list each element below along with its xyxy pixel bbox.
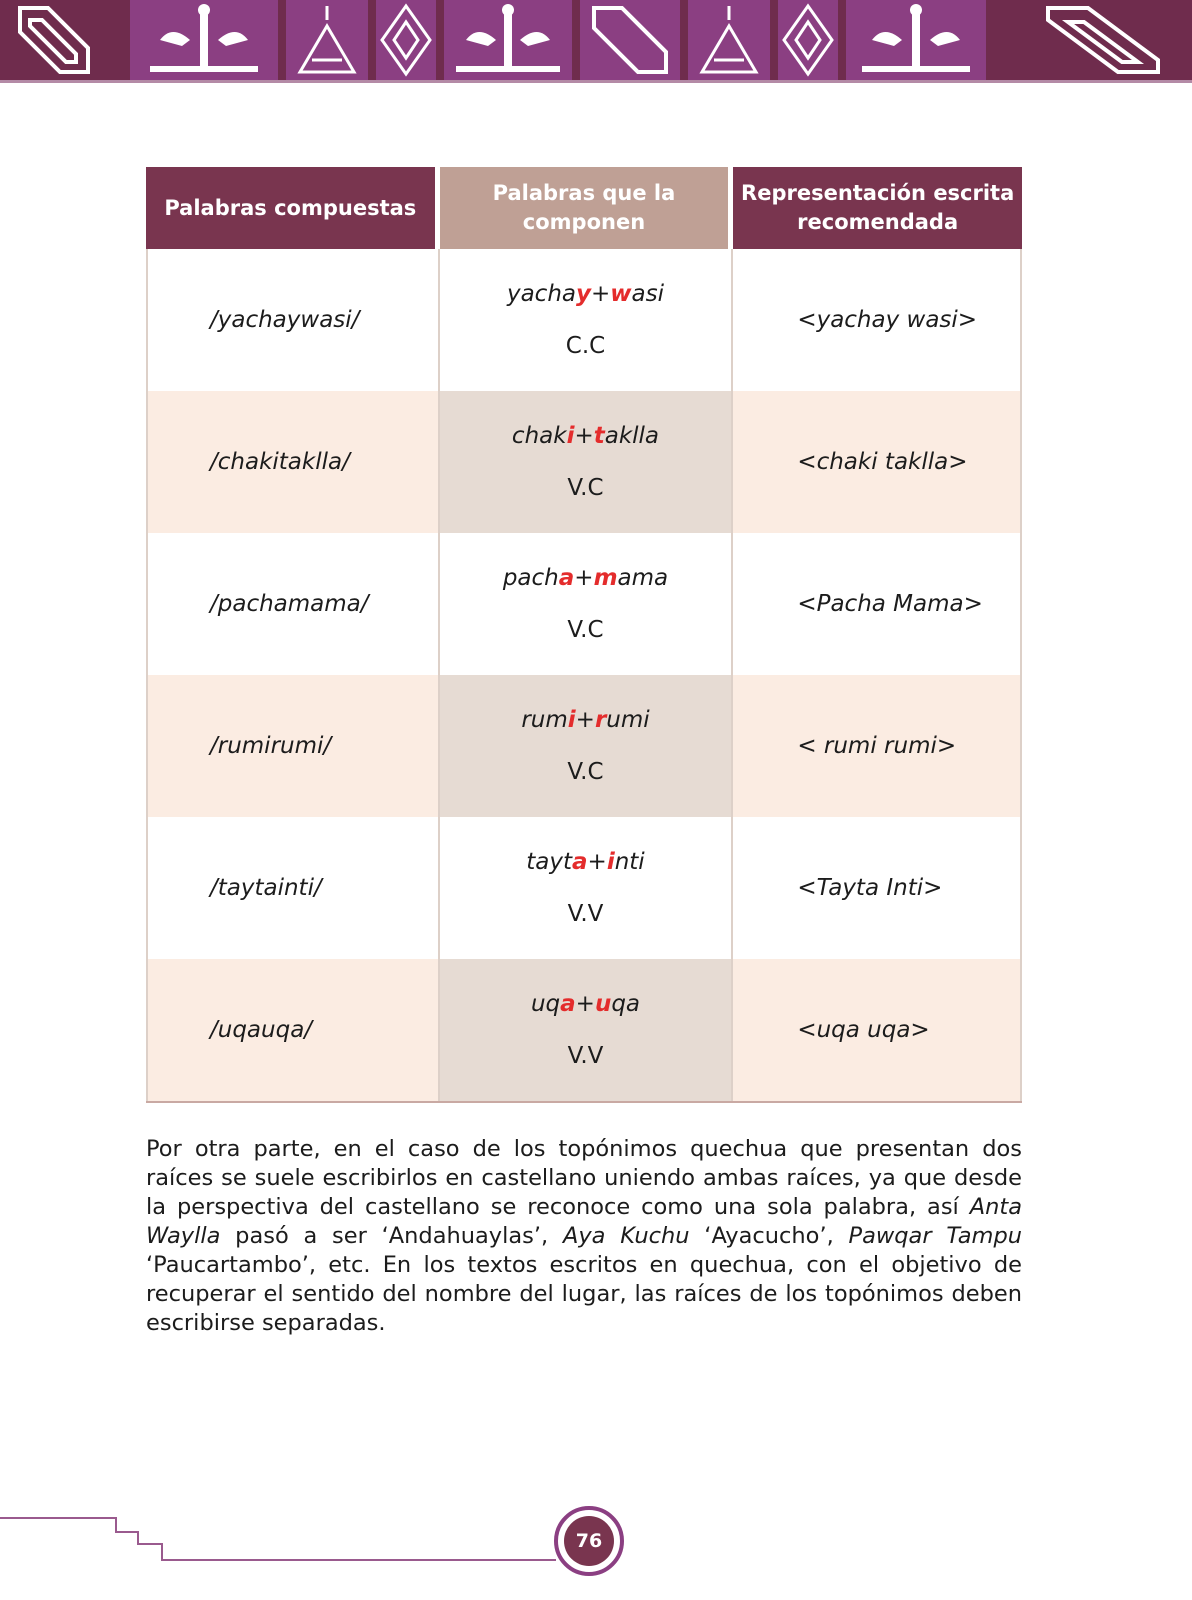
page-number: 76 bbox=[564, 1516, 614, 1566]
junction-type: C.C bbox=[565, 333, 606, 359]
toponym-quechua: Pawqar Tampu bbox=[848, 1223, 1022, 1249]
compound-word: /taytainti/ bbox=[146, 817, 440, 959]
compound-word: /pachamama/ bbox=[146, 533, 440, 675]
table-row bbox=[146, 533, 1022, 675]
geometric-pattern-icon-3 bbox=[1008, 0, 1192, 80]
junction-letter: m bbox=[593, 565, 618, 591]
header-written-representation: Representación escrita recomendada bbox=[733, 167, 1022, 249]
junction-letter: i bbox=[567, 707, 576, 733]
header-stripe bbox=[0, 80, 1192, 83]
junction-letter: u bbox=[594, 991, 612, 1017]
birds-tree-pattern-icon-3 bbox=[846, 0, 986, 80]
junction-type: V.V bbox=[567, 1043, 604, 1069]
header-component-words: Palabras que la componen bbox=[440, 167, 734, 249]
page-number-badge bbox=[554, 1506, 624, 1576]
body-paragraph: Por otra parte, en el caso de los topónimos quechua que presentan dos raíces se suele escribirlos en castellano uniendo ambas raíces, ya que desde la perspectiva del castellano se reconoce como una sola palabra, así Anta Waylla pasó a ser ‘Andahuaylas’, Aya Kuchu ‘Ayacucho’, Pawqar Tampu ‘Paucartambo’, etc. En los textos escritos en quechua, con el objetivo de recuperar el sentido del nombre del lugar, las raíces de los topónimos deben escribirse separadas. bbox=[146, 1136, 1022, 1336]
toponym-quechua: Anta Waylla bbox=[146, 1194, 1022, 1249]
junction-type: V.V bbox=[567, 901, 604, 927]
compound-word: /yachaywasi/ bbox=[146, 249, 440, 391]
junction-letter: w bbox=[610, 281, 632, 307]
compound-words-table bbox=[146, 167, 1022, 1103]
table-row bbox=[146, 817, 1022, 959]
written-representation: <chaki taklla> bbox=[733, 391, 1022, 533]
junction-type: V.C bbox=[567, 617, 604, 643]
compound-word: /uqauqa/ bbox=[146, 959, 440, 1101]
compound-word: /chakitaklla/ bbox=[146, 391, 440, 533]
table-row bbox=[146, 959, 1022, 1101]
diamond-pattern-icon-2 bbox=[778, 0, 838, 80]
compound-word: /rumirumi/ bbox=[146, 675, 440, 817]
component-words: rumi+rumi V.C bbox=[440, 675, 734, 817]
written-representation: <Pacha Mama> bbox=[733, 533, 1022, 675]
temple-pattern-icon-2 bbox=[688, 0, 770, 80]
written-representation: <Tayta Inti> bbox=[733, 817, 1022, 959]
birds-tree-pattern-icon bbox=[130, 0, 278, 80]
table-row bbox=[146, 249, 1022, 391]
component-words: tayta+inti V.V bbox=[440, 817, 734, 959]
junction-letter: a bbox=[572, 849, 588, 875]
component-words: yachay+wasi C.C bbox=[440, 249, 734, 391]
geometric-pattern-icon bbox=[0, 0, 108, 80]
written-representation: < rumi rumi> bbox=[733, 675, 1022, 817]
written-representation: <uqa uqa> bbox=[733, 959, 1022, 1101]
junction-letter: i bbox=[606, 849, 615, 875]
header-compound-words: Palabras compuestas bbox=[146, 167, 440, 249]
temple-pattern-icon bbox=[286, 0, 368, 80]
junction-letter: y bbox=[576, 281, 591, 307]
junction-letter: t bbox=[593, 423, 605, 449]
junction-letter: a bbox=[558, 565, 575, 591]
diamond-pattern-icon bbox=[376, 0, 436, 80]
junction-letter: r bbox=[594, 707, 607, 733]
decorative-header-band bbox=[0, 0, 1192, 83]
junction-letter: i bbox=[566, 423, 575, 449]
component-words: pacha+mama V.C bbox=[440, 533, 734, 675]
table-header-row bbox=[146, 167, 1022, 249]
table-row bbox=[146, 675, 1022, 817]
toponym-quechua: Aya Kuchu bbox=[562, 1223, 690, 1249]
footer-step-lines bbox=[0, 1510, 600, 1570]
birds-tree-pattern-icon-2 bbox=[444, 0, 572, 80]
written-representation: <yachay wasi> bbox=[733, 249, 1022, 391]
geometric-pattern-icon-2 bbox=[580, 0, 680, 80]
junction-letter: a bbox=[560, 991, 576, 1017]
component-words: uqa+uqa V.V bbox=[440, 959, 734, 1101]
junction-type: V.C bbox=[567, 475, 604, 501]
junction-type: V.C bbox=[567, 759, 604, 785]
table-row bbox=[146, 391, 1022, 533]
component-words: chaki+taklla V.C bbox=[440, 391, 734, 533]
